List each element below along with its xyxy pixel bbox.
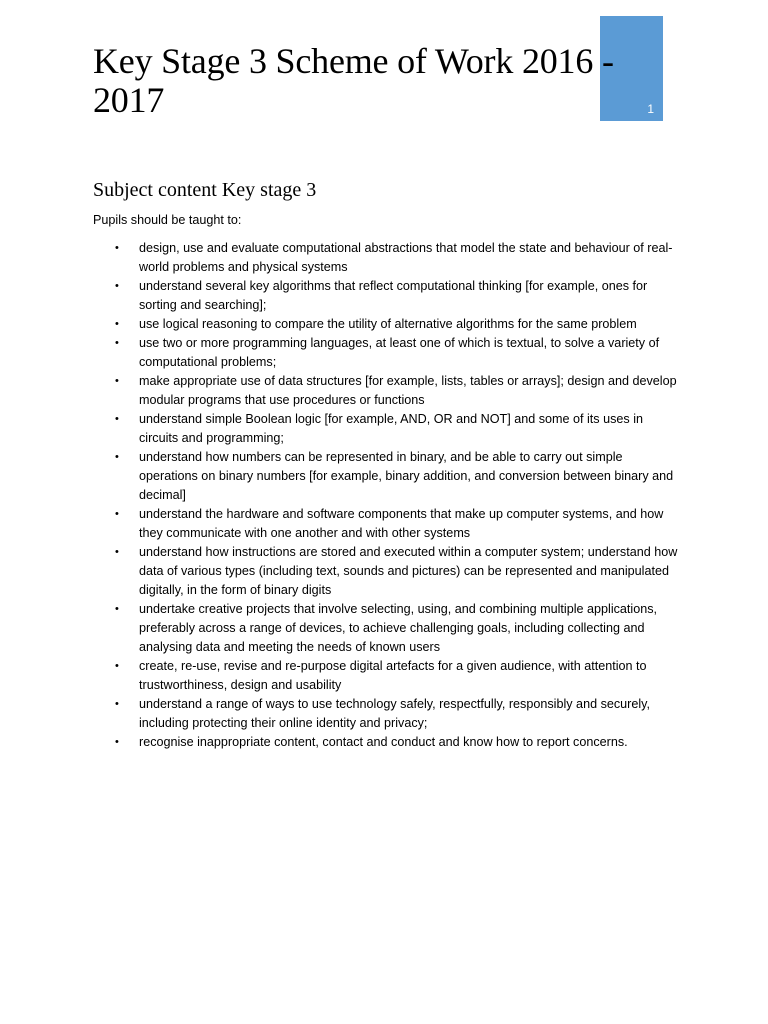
list-item xyxy=(93,277,678,315)
list-item xyxy=(93,600,678,657)
bullet-icon: • xyxy=(115,280,119,292)
subject-content-list xyxy=(93,239,678,752)
list-item xyxy=(93,448,678,505)
list-item-text: recognise inappropriate content, contact and conduct and know how to report concerns. xyxy=(139,735,628,749)
list-item xyxy=(93,410,678,448)
list-item xyxy=(93,543,678,600)
bullet-icon: • xyxy=(115,318,119,330)
list-item xyxy=(93,372,678,410)
list-item-text: understand several key algorithms that reflect computational thinking [for example, ones for sorting and searching]; xyxy=(139,279,648,312)
page-number: 1 xyxy=(647,102,654,116)
bullet-icon: • xyxy=(115,375,119,387)
list-item xyxy=(93,315,678,334)
list-item-text: understand simple Boolean logic [for example, AND, OR and NOT] and some of its uses in circuits and programming; xyxy=(139,412,643,445)
list-item-text: undertake creative projects that involve selecting, using, and combining multiple applications, preferably across a range of devices, to achieve challenging goals, including collecting and analysing data and meeting the needs of known users xyxy=(139,602,658,654)
list-item-text: use two or more programming languages, at least one of which is textual, to solve a variety of computational problems; xyxy=(139,336,660,369)
section-heading: Subject content Key stage 3 xyxy=(93,179,317,201)
list-item xyxy=(93,334,678,372)
list-item xyxy=(93,657,678,695)
list-item-text: understand the hardware and software components that make up computer systems, and how they communicate with one another and with other systems xyxy=(139,507,664,540)
intro-text: Pupils should be taught to: xyxy=(93,213,242,227)
list-item-text: understand how numbers can be represented in binary, and be able to carry out simple operations on binary numbers [for example, binary addition, and conversion between binary and decimal] xyxy=(139,450,674,502)
bullet-icon: • xyxy=(115,508,119,520)
list-item-text: create, re-use, revise and re-purpose digital artefacts for a given audience, with attention to trustworthiness, design and usability xyxy=(139,659,647,692)
list-item-text: make appropriate use of data structures [for example, lists, tables or arrays]; design and develop modular programs that use procedures or functions xyxy=(139,374,677,407)
document-title: Key Stage 3 Scheme of Work 2016 - 2017 xyxy=(93,41,614,120)
bullet-icon: • xyxy=(115,413,119,425)
list-item-text: understand a range of ways to use technology safely, respectfully, responsibly and securely, including protecting their online identity and privacy; xyxy=(139,697,651,730)
bullet-icon: • xyxy=(115,546,119,558)
list-item xyxy=(93,505,678,543)
bullet-icon: • xyxy=(115,242,119,254)
bullet-icon: • xyxy=(115,451,119,463)
bullet-icon: • xyxy=(115,698,119,710)
list-item xyxy=(93,239,678,277)
list-item xyxy=(93,695,678,733)
list-item-text: use logical reasoning to compare the utility of alternative algorithms for the same problem xyxy=(139,317,637,331)
list-item-text: understand how instructions are stored and executed within a computer system; understand how data of various types (including text, sounds and pictures) can be represented and manipulated digitally, in the form of binary digits xyxy=(139,545,678,597)
list-item-text: design, use and evaluate computational abstractions that model the state and behaviour of real-world problems and physical systems xyxy=(139,241,673,274)
list-item xyxy=(93,733,678,752)
bullet-icon: • xyxy=(115,660,119,672)
bullet-icon: • xyxy=(115,337,119,349)
bullet-icon: • xyxy=(115,603,119,615)
bullet-icon: • xyxy=(115,736,119,748)
